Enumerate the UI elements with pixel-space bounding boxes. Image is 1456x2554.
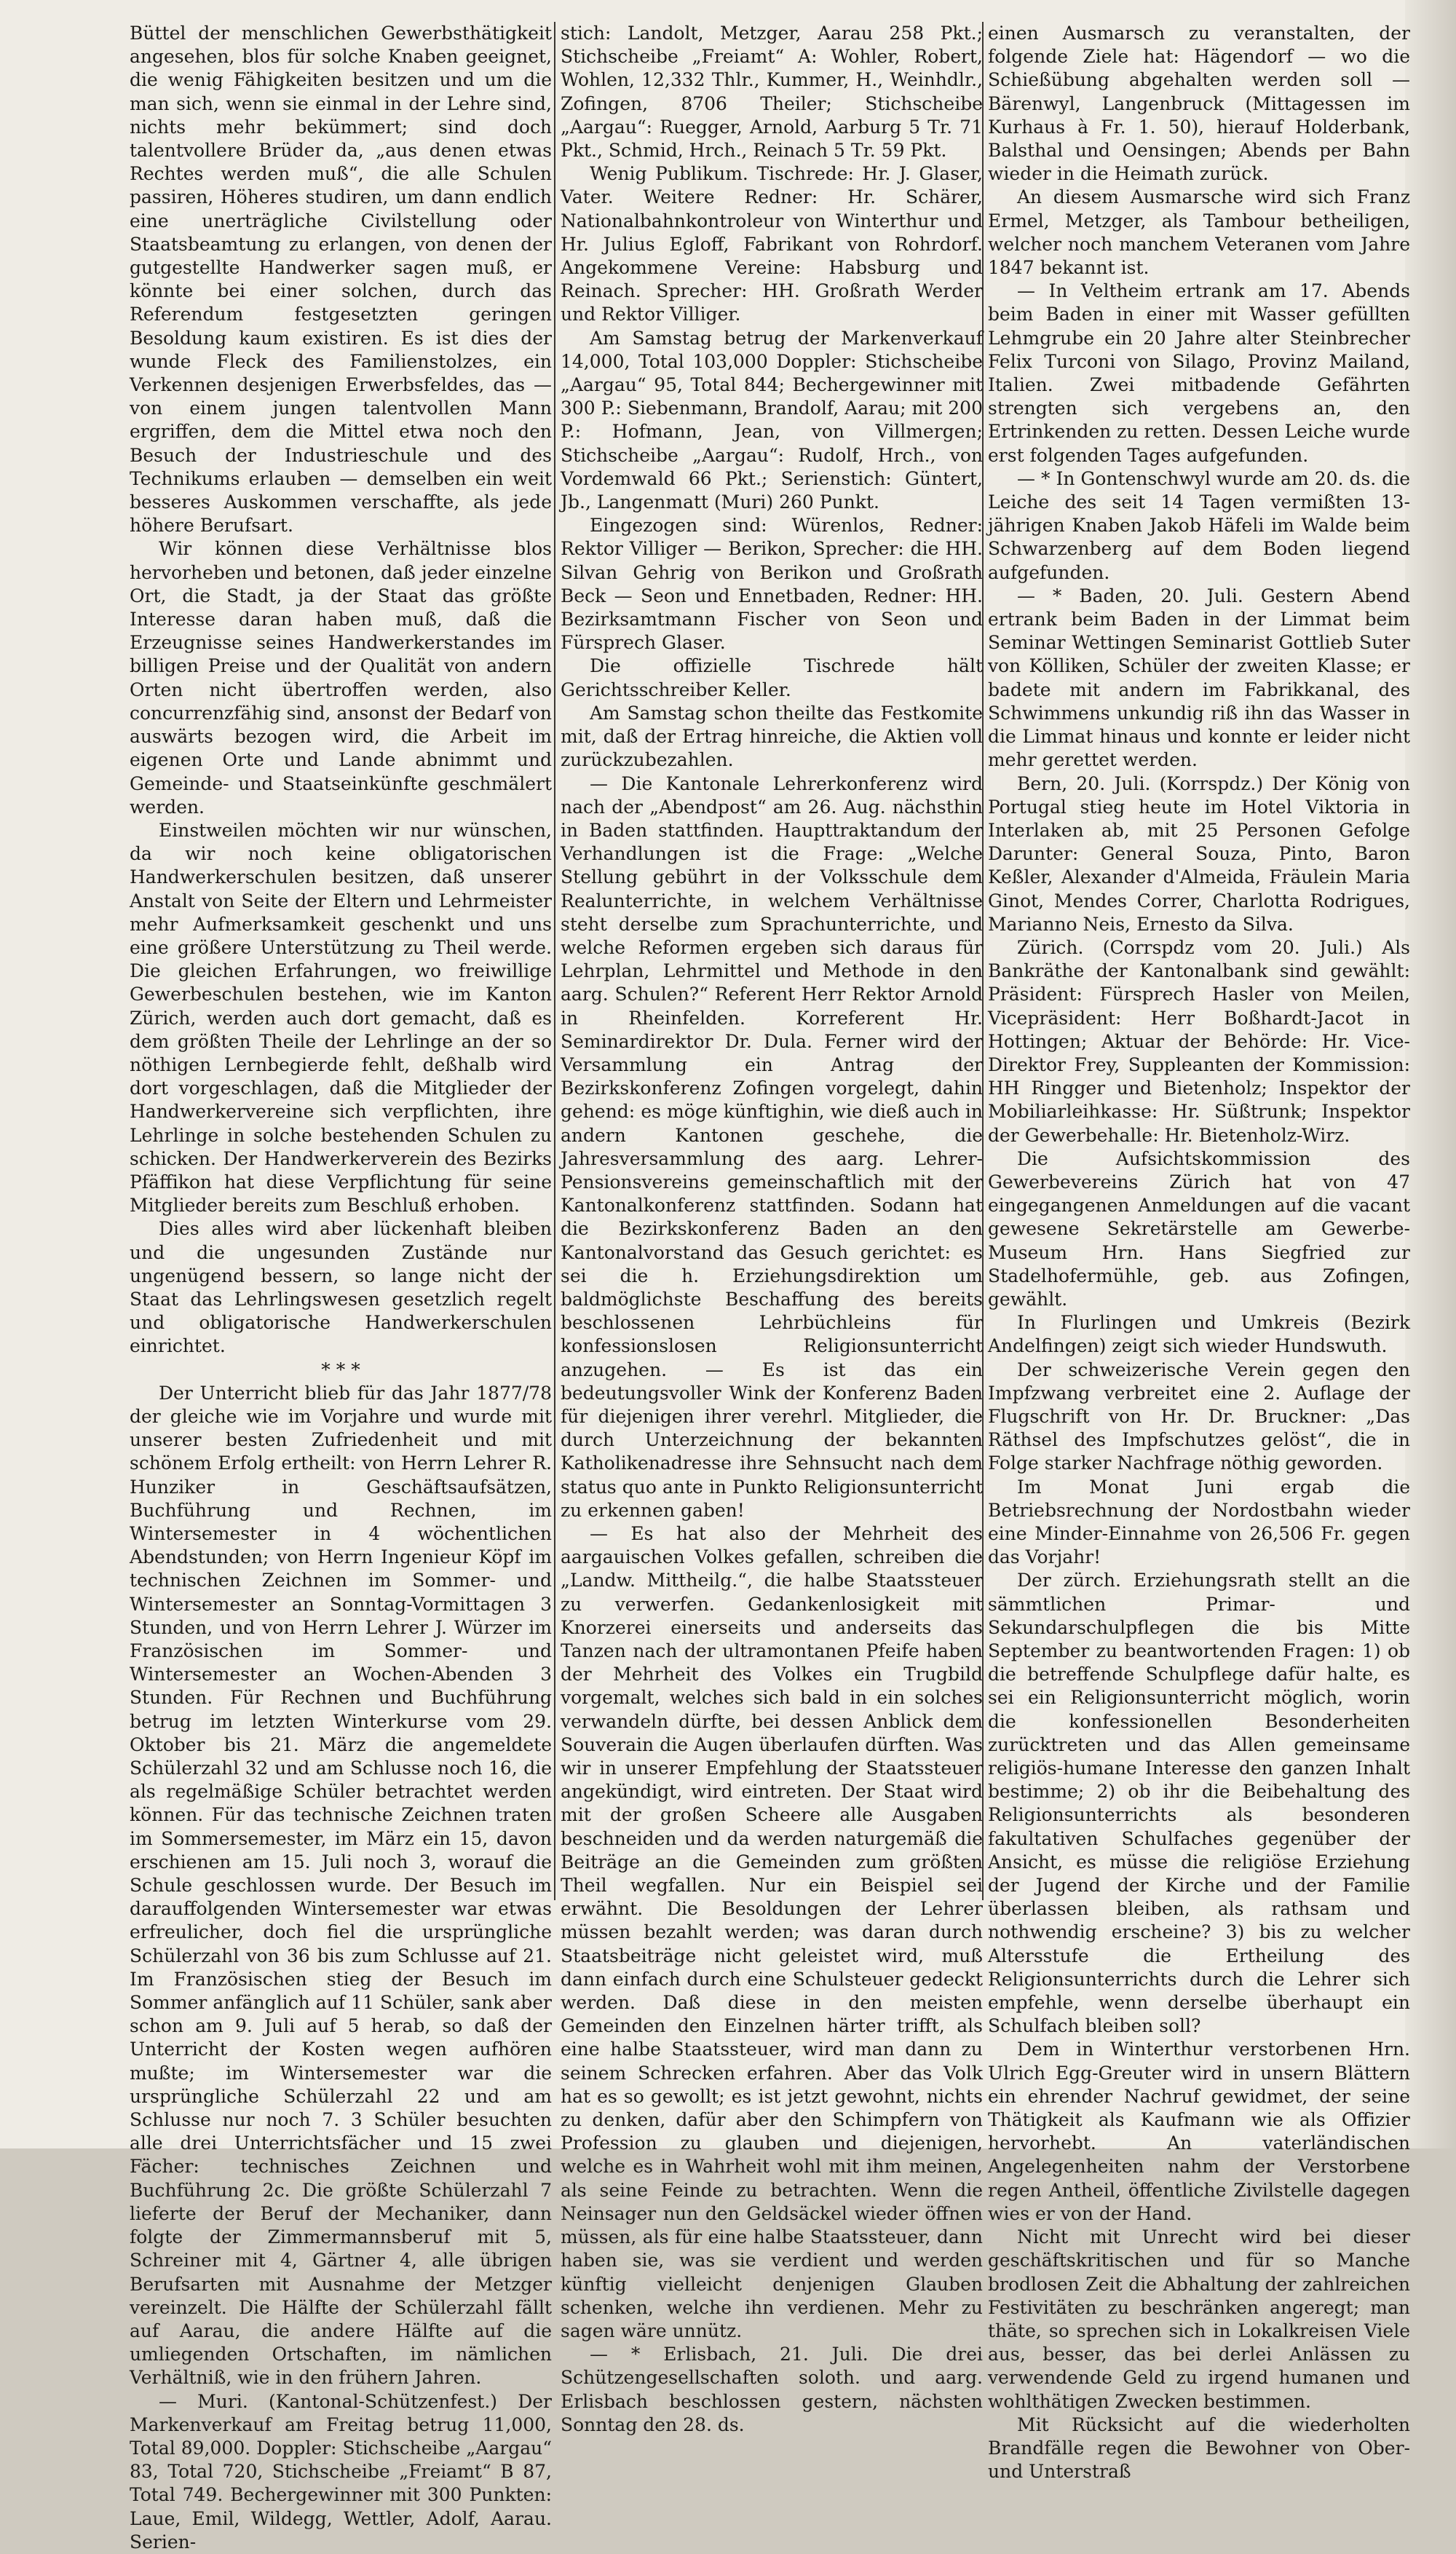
paragraph: Der schweizerische Verein gegen den Impfzwang verbreitet eine 2. Auflage der Flugschrift von Hr. Dr. Bruckner: „Das Räthsel des Impfschutzes gelöst“, die in Folge starker Nachfrage nöthig geworden. <box>988 1359 1410 1474</box>
paragraph: Wenig Publikum. Tischrede: Hr. J. Glaser, Vater. Weitere Redner: Hr. Schärer, Nationalbahnkontroleur von Winterthur und Hr. Julius Egloff, Fabrikant von Rohrdorf. Angekommene Vereine: Habsburg und Reinach. Sprecher: HH. Großrath Werder und Rektor Villiger. <box>561 163 983 325</box>
paragraph: Die Aufsichtskommission des Gewerbevereins Zürich hat von 47 eingegangenen Anmeldungen auf die vacant gewesene Sekretärstelle am Gewerbe-Museum Hrn. Hans Siegfried zur Stadelhofermühle, geb. aus Zofingen, gewählt. <box>988 1147 1410 1310</box>
paragraph: — * Baden, 20. Juli. Gestern Abend ertrank beim Baden in der Limmat beim Seminar Wettingen Seminarist Gottlieb Suter von Kölliken, Schüler der zweiten Klasse; er badete mit andern im Fabrikkanal, des Schwimmens unkundig riß ihn das Wasser in die Limmat hinaus und konnte er leider nicht mehr gerettet werden. <box>988 585 1410 771</box>
column-3 <box>988 22 1410 2483</box>
paragraph: Dem in Winterthur verstorbenen Hrn. Ulrich Egg-Greuter wird in unsern Blättern ein ehrender Nachruf gewidmet, der seine Thätigkeit als Kaufmann wie als Offizier hervorhebt. An vaterländischen Angelegenheiten nahm der Verstorbene regen Antheil, öffentliche Zivilstelle dagegen wies er von der Hand. <box>988 2039 1410 2224</box>
paragraph: — Muri. (Kantonal-Schützenfest.) Der Markenverkauf am Freitag betrug 11,000, Total 89,000. Doppler: Stichscheibe „Aargau“ 83, Total 720, Stichscheibe „Freiamt“ B 87, Total 749. Bechergewinner mit 300 Punkten: Laue, Emil, Wildegg, Wettler, Adolf, Aarau. Serien- <box>130 2390 552 2553</box>
scan-edge-shadow <box>1405 0 1456 2148</box>
paragraph: Eingezogen sind: Würenlos, Redner: Rektor Villiger — Berikon, Sprecher: die HH. Silvan Gehrig von Berikon und Großrath Beck — Seon und Ennetbaden, Redner: HH. Bezirksamtmann Fischer von Seon und Fürsprech Glaser. <box>561 515 983 654</box>
column-2 <box>561 22 983 2435</box>
paragraph: Nicht mit Unrecht wird bei dieser geschäftskritischen und für so Manche brodlosen Zeit die Abhaltung der zahlreichen Festivitäten zu beschränken angeregt; man thäte, so sprechen sich in Lokalkreisen Viele aus, besser, das bei derlei Anlässen zu verwendende Geld zu irgend humanen und wohlthätigen Zwecken bestimmen. <box>988 2226 1410 2412</box>
paragraph: Im Monat Juni ergab die Betriebsrechnung der Nordostbahn wieder eine Minder-Einnahme von 26,506 Fr. gegen das Vorjahr! <box>988 1476 1410 1568</box>
paragraph: Wir können diese Verhältnisse blos hervorheben und betonen, daß jeder einzelne Ort, die Stadt, ja der Staat das größte Interesse daran haben muß, daß die Erzeugnisse seines Handwerkerstandes im billigen Preise und der Qualität von andern Orten nicht übertroffen werden, also concurrenzfähig sind, ansonst der Bedarf von auswärts bezogen wird, die Arbeit im eigenen Orte und Lande abnimmt und Gemeinde- und Staatseinkünfte geschmälert werden. <box>130 538 552 818</box>
paragraph: stich: Landolt, Metzger, Aarau 258 Pkt.; Stichscheibe „Freiamt“ A: Wohler, Robert, Wohlen, 12,332 Thlr., Kummer, H., Weinhdlr., Zofingen, 8706 Theiler; Stichscheibe „Aargau“: Ruegger, Arnold, Aarburg 5 Tr. 71 Pkt., Schmid, Hrch., Reinach 5 Tr. 59 Pkt. <box>561 23 983 162</box>
paragraph: Einstweilen möchten wir nur wünschen, da wir noch keine obligatorischen Handwerkerschulen besitzen, daß unserer Anstalt von Seite der Eltern und Lehrmeister mehr Aufmerksamkeit geschenkt und uns eine größere Unterstützung zu Theil werde. Die gleichen Erfahrungen, wo freiwillige Gewerbeschulen bestehen, wie im Kanton Zürich, werden auch dort gemacht, daß es dem größten Theile der Lehrlinge an der so nöthigen Lernbegierde fehlt, deßhalb wird dort vorgeschlagen, daß die Mitglieder der Handwerkervereine sich verpflichten, ihre Lehrlinge in solche bestehenden Schulen zu schicken. Der Handwerkerverein des Bezirks Pfäffikon hat diese Verpflichtung für seine Mitglieder bereits zum Beschluß erhoben. <box>130 819 552 1217</box>
paragraph: — * In Gontenschwyl wurde am 20. ds. die Leiche des seit 14 Tagen vermißten 13-jährigen Knaben Jakob Häfeli im Walde beim Schwarzenberg auf dem Boden liegend aufgefunden. <box>988 467 1410 583</box>
paragraph: — In Veltheim ertrank am 17. Abends beim Baden in einer mit Wasser gefüllten Lehmgrube ein 20 Jahre alter Steinbrecher Felix Turconi von Silago, Provinz Mailand, Italien. Zwei mitbadende Gefährten strengten sich vergebens an, den Ertrinkenden zu retten. Dessen Leiche wurde erst folgenden Tages aufgefunden. <box>988 280 1410 466</box>
paragraph: Der Unterricht blieb für das Jahr 1877/78 der gleiche wie im Vorjahre und wurde mit unserer besten Zufriedenheit und mit schönem Erfolg ertheilt: von Herrn Lehrer R. Hunziker in Geschäftsaufsätzen, Buchführung und Rechnen, im Wintersemester in 4 wöchentlichen Abendstunden; von Herrn Ingenieur Köpf im technischen Zeichnen im Sommer- und Wintersemester an Sonntag-Vormittagen 3 Stunden, und von Herrn Lehrer J. Würzer im Französischen im Sommer- und Wintersemester an Wochen-Abenden 3 Stunden. Für Rechnen und Buchführung betrug im letzten Winterkurse vom 29. Oktober bis 21. März die angemeldete Schülerzahl 32 und am Schlusse noch 16, die als regelmäßige Schüler betrachtet werden können. Für das technische Zeichnen traten im Sommersemester, im März ein 15, davon erschienen am 15. Juli noch 3, worauf die Schule geschlossen wurde. Der Besuch im darauffolgenden Wintersemester war etwas erfreulicher, doch fiel die ursprüngliche Schülerzahl von 36 bis zum Schlusse auf 21. Im Französischen stieg der Besuch im Sommer anfänglich auf 11 Schüler, sank aber schon am 9. Juli auf 5 herab, so daß der Unterricht der Kosten wegen aufhören mußte; im Wintersemester war die ursprüngliche Schülerzahl 22 und am Schlusse nur noch 7. 3 Schüler besuchten alle drei Unterrichtsfächer und 15 zwei Fächer: technisches Zeichnen und Buchführung 2c. Die größte Schülerzahl 7 lieferte der Beruf der Mechaniker, dann folgte der Zimmermannsberuf mit 5, Schreiner mit 4, Gärtner 4, alle übrigen Berufsarten mit Ausnahme der Metzger vereinzelt. Die Hälfte der Schülerzahl fällt auf Aarau, die andere Hälfte auf die umliegenden Ortschaften, im nämlichen Verhältniß, wie in den frühern Jahren. <box>130 1382 552 2389</box>
paragraph: In Flurlingen und Umkreis (Bezirk Andelfingen) zeigt sich wieder Hundswuth. <box>988 1312 1410 1357</box>
paragraph: An diesem Ausmarsche wird sich Franz Ermel, Metzger, als Tambour betheiligen, welcher noch manchem Veteranen vom Jahre 1847 bekannt ist. <box>988 186 1410 279</box>
paragraph: Die offizielle Tischrede hält Gerichtsschreiber Keller. <box>561 655 983 700</box>
paragraph: Mit Rücksicht auf die wiederholten Brandfälle regen die Bewohner von Ober- und Unterstraß <box>988 2413 1410 2483</box>
section-divider-asterisks: * * * <box>321 1359 360 1380</box>
paragraph: einen Ausmarsch zu veranstalten, der folgende Ziele hat: Hägendorf — wo die Schießübung abgehalten werden soll — Bärenwyl, Langenbruck (Mittagessen im Kurhaus à Fr. 1. 50), hierauf Holderbank, Balsthal und Oensingen; Abends per Bahn wieder in die Heimath zurück. <box>988 23 1410 185</box>
paragraph: Der zürch. Erziehungsrath stellt an die sämmtlichen Primar- und Sekundarschulpflegen die bis Mitte September zu beantwortenden Fragen: 1) ob die betreffende Schulpflege dafür halte, es sei ein Religionsunterricht möglich, worin die konfessionellen Besonderheiten zurücktreten und das Allen gemeinsame religiös-humane Interesse den ganzen Inhalt bestimme; 2) ob ihr die Beibehaltung des Religionsunterrichts als besonderen fakultativen Schulfaches gegenüber der Ansicht, es müsse die religiöse Erziehung der Jugend der Kirche und der Familie überlassen bleiben, als rathsam und nothwendig erscheine? 3) bis zu welcher Altersstufe die Ertheilung des Religionsunterrichts durch die Lehrer sich empfehle, wenn derselbe überhaupt ein Schulfach bleiben soll? <box>988 1570 1410 2037</box>
paragraph: Dies alles wird aber lückenhaft bleiben und die ungesunden Zustände nur ungenügend bessern, so lange nicht der Staat das Lehrlingswesen gesetzlich regelt und obligatorische Handwerkerschulen einrichtet. <box>130 1218 552 1357</box>
paragraph: — Es hat also der Mehrheit des aargauischen Volkes gefallen, schreiben die „Landw. Mittheilg.“, die halbe Staatssteuer zu verwerfen. Gedankenlosigkeit mit Knorzerei einerseits und anderseits das Tanzen nach der ultramontanen Pfeife haben der Mehrheit des Volkes ein Trugbild vorgemalt, welches sich bald in ein solches verwandeln dürfte, bei dessen Anblick dem Souverain die Augen überlaufen dürften. Was wir in unserer Empfehlung der Staatssteuer angekündigt, wird eintreten. Der Staat wird mit der großen Scheere alle Ausgaben beschneiden und da werden naturgemäß die Beiträge an die Gemeinden zum größten Theil wegfallen. Nur ein Beispiel sei erwähnt. Die Besoldungen der Lehrer müssen bezahlt werden; was daran durch Staatsbeiträge nicht geleistet wird, muß dann einfach durch eine Schulsteuer gedeckt werden. Daß diese in den meisten Gemeinden den Einzelnen härter trifft, als eine halbe Staatssteuer, wird man dann zu seinem Schrecken erfahren. Aber das Volk hat es so gewollt; es ist jetzt gewohnt, nichts zu denken, dafür aber den Schimpfern von Profession zu glauben und diejenigen, welche es in Wahrheit wohl mit ihm meinen, als seine Feinde zu betrachten. Wenn die Neinsager nun den Geldsäckel wieder öffnen müssen, als für eine halbe Staatssteuer, dann haben sie, was sie verdient und werden künftig vielleicht denjenigen Glauben schenken, welche ihn verdienen. Mehr zu sagen wäre unnütz. <box>561 1523 983 2341</box>
paragraph: — Die Kantonale Lehrerkonferenz wird nach der „Abendpost“ am 26. Aug. nächsthin in Baden stattfinden. Haupttraktandum der Verhandlungen ist die Frage: „Welche Stellung gebührt in der Volksschule dem Realunterrichte, in welchem Verhältnisse steht derselbe zum Sprachunterrichte, und welche Reformen ergeben sich daraus für Lehrplan, Lehrmittel und Methode in den aarg. Schulen?“ Referent Herr Rektor Arnold in Rheinfelden. Korreferent Hr. Seminardirektor Dr. Dula. Ferner wird der Versammlung ein Antrag der Bezirkskonferenz Zofingen vorgelegt, dahin gehend: es möge künftighin, wie dieß auch in andern Kantonen geschehe, die Jahresversammlung des aarg. Lehrer-Pensionsvereins gemeinschaftlich mit der Kantonalkonferenz stattfinden. Sodann hat die Bezirkskonferenz Baden an den Kantonalvorstand das Gesuch gerichtet: es sei die h. Erziehungsdirektion um baldmöglichste Beschaffung des bereits beschlossenen Lehrbüchleins für konfessionslosen Religionsunterricht anzugehen. — Es ist das ein bedeutungsvoller Wink der Konferenz Baden für diejenigen ihrer verehrl. Mitglieder, die durch Unterzeichnung der bekannten Katholikenadresse ihre Sehnsucht nach dem status quo ante in Punkto Religionsunterricht zu erkennen gaben! <box>561 772 983 1521</box>
column-rule-1 <box>554 22 555 1900</box>
paragraph: Am Samstag schon theilte das Festkomite mit, daß der Ertrag hinreiche, die Aktien voll zurückzubezahlen. <box>561 702 983 771</box>
paragraph: Zürich. (Corrspdz vom 20. Juli.) Als Bankräthe der Kantonalbank sind gewählt: Präsident: Fürsprech Hasler von Meilen, Vicepräsident: Herr Boßhardt-Jacot in Hottingen; Aktuar der Behörde: Hr. Vice-Direktor Frey, Suppleanten der Kommission: HH Ringger und Bietenholz; Inspektor der Mobiliarleihkasse: Hr. Süßtrunk; Inspektor der Gewerbehalle: Hr. Bietenholz-Wirz. <box>988 936 1410 1146</box>
paragraph: Bern, 20. Juli. (Korrspdz.) Der König von Portugal stieg heute im Hotel Viktoria in Interlaken ab, mit 25 Personen Gefolge Darunter: General Souza, Pinto, Baron Keßler, Alexander d'Almeida, Fräulein Maria Ginot, Mendes Correr, Charlotta Rodrigues, Marianno Neis, Ernesto da Silva. <box>988 772 1410 935</box>
paragraph: — * Erlisbach, 21. Juli. Die drei Schützengesellschaften soloth. und aarg. Erlisbach beschlossen gestern, nächsten Sonntag den 28. ds. <box>561 2344 983 2435</box>
column-1 <box>130 22 552 2553</box>
paragraph: Am Samstag betrug der Markenverkauf 14,000, Total 103,000 Doppler: Stichscheibe „Aargau“ 95, Total 844; Bechergewinner mit 300 P.: Siebenmann, Brandolf, Aarau; mit 200 P.: Hofmann, Jean, von Villmergen; Stichscheibe „Aargau“: Rudolf, Hrch., von Vordemwald 66 Pkt.; Serienstich: Güntert, Jb., Langenmatt (Muri) 260 Punkt. <box>561 327 983 513</box>
paragraph: Büttel der menschlichen Gewerbsthätigkeit angesehen, blos für solche Knaben geeignet, die wenig Fähigkeiten besitzen und um die man sich, wenn sie einmal in der Lehre sind, nichts mehr bekümmert; sind doch talentvollere Brüder da, „aus denen etwas Rechtes werden muß“, die alle Schulen passiren, Höheres studiren, um dann endlich eine unerträgliche Civilstellung oder Staatsbeamtung zu erlangen, von denen der gutgestellte Handwerker sagen muß, er könnte bei einer solchen, durch das Referendum festgesetzten geringen Besoldung kaum existiren. Es ist dies der wunde Fleck des Familienstolzes, ein Verkennen desjenigen Erwerbsfeldes, das — von einem jungen talentvollen Mann ergriffen, dem die Mittel etwa noch den Besuch der Industrieschule und des Technikums erlauben — demselben ein weit besseres Auskommen verschaffte, als jede höhere Berufsart. <box>130 23 552 537</box>
